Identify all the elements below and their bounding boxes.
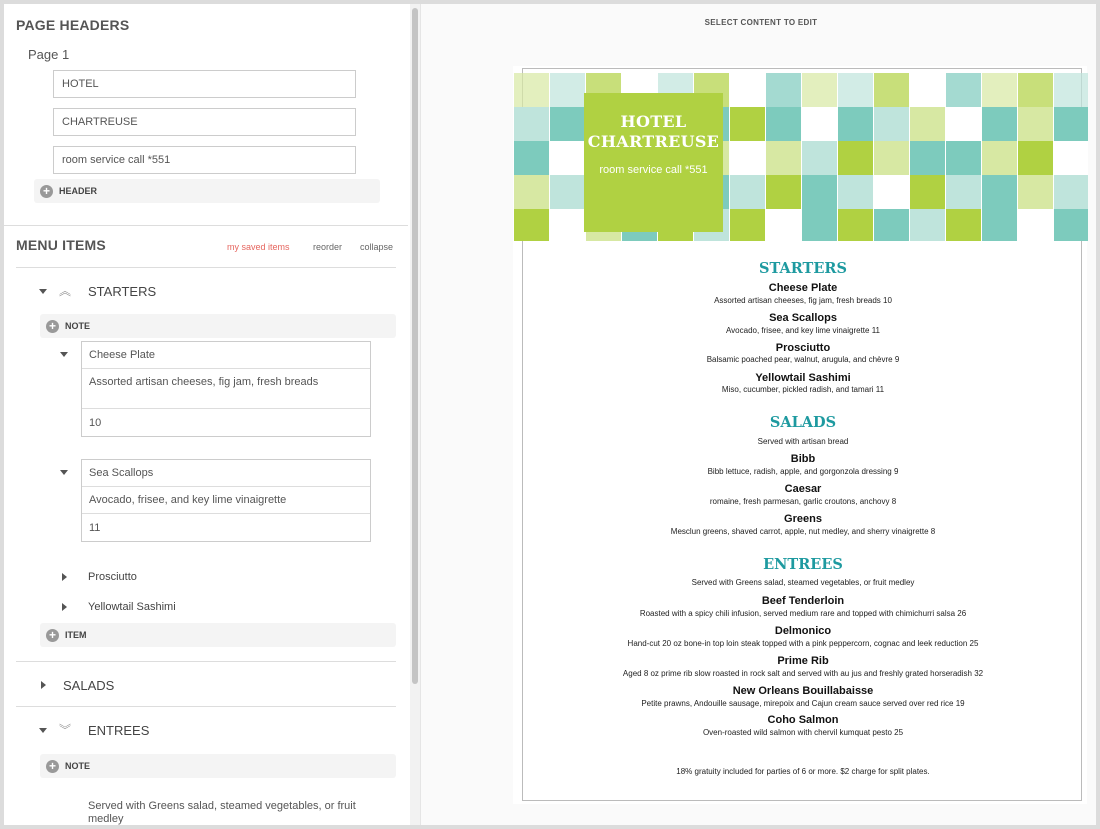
mosaic-tile — [802, 209, 837, 241]
mosaic-tile — [1018, 175, 1053, 210]
scrollbar-thumb[interactable] — [412, 8, 418, 684]
mosaic-tile — [1018, 209, 1053, 241]
plus-icon: + — [46, 760, 59, 773]
mosaic-tile — [514, 175, 549, 210]
menu-item-desc[interactable]: Hand-cut 20 oz bone-in top loin steak topped with a pink peppercorn, cognac and leek reduction 25 — [627, 639, 979, 648]
mosaic-tile — [838, 141, 873, 176]
menu-item-title[interactable]: Coho Salmon — [767, 714, 839, 726]
mosaic-tile — [1054, 209, 1088, 241]
menu-item-desc[interactable]: romaine, fresh parmesan, garlic croutons, anchovy 8 — [709, 497, 897, 506]
add-header-label: HEADER — [59, 186, 98, 196]
reorder-link[interactable]: reorder — [313, 242, 343, 252]
mosaic-tile — [1018, 141, 1053, 176]
hotel-name-line1: HOTEL — [620, 112, 687, 131]
header-field-2[interactable]: CHARTREUSE — [53, 108, 356, 136]
mosaic-tile — [946, 141, 981, 176]
mosaic-tile — [730, 73, 765, 108]
mosaic-tile — [874, 175, 909, 210]
mosaic-tile — [874, 209, 909, 241]
item-description-input[interactable]: Assorted artisan cheeses, fig jam, fresh breads — [82, 369, 370, 409]
mosaic-tile — [766, 107, 801, 142]
menu-item-title[interactable]: Greens — [784, 513, 822, 525]
menu-area — [513, 66, 1087, 804]
category-starters[interactable]: STARTERS — [88, 284, 157, 299]
category-entrees[interactable]: ENTREES — [88, 723, 150, 738]
mosaic-tile — [514, 209, 549, 241]
caret-right-icon[interactable] — [62, 573, 67, 581]
mosaic-tile — [766, 141, 801, 176]
menu-item-title[interactable]: Sea Scallops — [769, 312, 837, 324]
entrees-note-text[interactable]: Served with Greens salad, steamed vegetables, or fruit medley — [88, 800, 356, 825]
mosaic-tile — [1018, 107, 1053, 142]
add-note-button[interactable] — [40, 314, 396, 338]
caret-down-icon[interactable] — [60, 470, 68, 475]
menu-section-note[interactable]: Served with artisan bread — [757, 437, 849, 446]
mosaic-tile — [1054, 141, 1088, 176]
mosaic-tile — [1054, 175, 1088, 210]
header-field-1[interactable]: HOTEL — [53, 70, 356, 98]
mosaic-tile — [910, 73, 945, 108]
add-item-button[interactable] — [40, 623, 396, 647]
divider — [4, 225, 408, 226]
plus-icon: + — [40, 185, 53, 198]
menu-item-title[interactable]: Prosciutto — [775, 342, 831, 354]
divider — [16, 661, 396, 662]
menu-item-desc[interactable]: Miso, cucumber, pickled radish, and tamari 11 — [721, 385, 885, 394]
item-editor-sea-scallops — [81, 459, 371, 542]
page-headers-title: PAGE HEADERS — [16, 17, 130, 33]
menu-heading-starters[interactable]: STARTERS — [759, 260, 847, 277]
add-note-label: NOTE — [65, 321, 91, 331]
mosaic-tile — [838, 107, 873, 142]
menu-item-title[interactable]: Caesar — [784, 483, 822, 495]
add-header-button[interactable] — [34, 179, 380, 203]
mosaic-tile — [766, 73, 801, 108]
mosaic-tile — [874, 141, 909, 176]
menu-item-title[interactable]: New Orleans Bouillabaisse — [732, 685, 874, 697]
mosaic-tile — [910, 107, 945, 142]
menu-item-desc[interactable]: Mesclun greens, shaved carrot, apple, nut medley, and sherry vinaigrette 8 — [670, 527, 936, 536]
page-label: Page 1 — [28, 47, 70, 62]
plus-icon: + — [46, 629, 59, 642]
mosaic-tile — [550, 73, 585, 108]
mosaic-tile — [910, 141, 945, 176]
mosaic-tile — [910, 175, 945, 210]
item-price-input[interactable]: 10 — [89, 416, 102, 429]
mosaic-tile — [802, 73, 837, 108]
mosaic-tile — [838, 175, 873, 210]
mosaic-tile — [946, 209, 981, 241]
mosaic-tile — [1054, 73, 1088, 108]
mosaic-tile — [802, 141, 837, 176]
menu-heading-entrees[interactable]: ENTREES — [763, 556, 843, 573]
mosaic-tile — [766, 209, 801, 241]
select-content-label: SELECT CONTENT TO EDIT — [704, 18, 818, 27]
collapse-up-icon[interactable]: ︽ — [59, 284, 72, 298]
menu-item-title[interactable]: Cheese Plate — [768, 282, 838, 294]
mosaic-tile — [766, 175, 801, 210]
divider — [16, 267, 396, 268]
item-prosciutto[interactable]: Prosciutto — [88, 571, 137, 583]
item-price-input[interactable]: 11 — [89, 521, 101, 534]
mosaic-tile — [550, 107, 585, 142]
hotel-name-line2: CHARTREUSE — [587, 132, 720, 151]
mosaic-tile — [874, 107, 909, 142]
caret-down-icon[interactable] — [39, 289, 47, 294]
mosaic-tile — [874, 73, 909, 108]
menu-item-desc[interactable]: Assorted artisan cheeses, fig jam, fresh breads 10 — [714, 296, 892, 305]
menu-item-desc[interactable]: Avocado, frisee, and key lime vinaigrette 11 — [725, 326, 880, 335]
mosaic-tile — [514, 141, 549, 176]
scrollbar[interactable] — [410, 4, 420, 825]
mosaic-tile — [730, 209, 765, 241]
mosaic-tile — [802, 175, 837, 210]
caret-down-icon[interactable] — [39, 728, 47, 733]
menu-item-title[interactable]: Bibb — [790, 453, 816, 465]
mosaic-tile — [982, 73, 1017, 108]
preview-panel — [420, 4, 1100, 825]
mosaic-tile — [982, 175, 1017, 210]
mosaic-tile — [946, 107, 981, 142]
menu-item-desc[interactable]: Petite prawns, Andouille sausage, mirepoix and Cajun cream sauce served over red rice 19 — [641, 699, 965, 708]
mosaic-tile — [730, 175, 765, 210]
mosaic-tile — [550, 209, 585, 241]
editor-panel — [4, 4, 408, 825]
mosaic-tile — [730, 107, 765, 142]
item-description-input[interactable]: Avocado, frisee, and key lime vinaigrette — [82, 487, 370, 514]
mosaic-tile — [1054, 107, 1088, 142]
room-service-text: room service call *551 — [599, 164, 708, 176]
mosaic-tile — [550, 175, 585, 210]
item-yellowtail-sashimi[interactable]: Yellowtail Sashimi — [88, 601, 176, 613]
menu-item-desc[interactable]: Roasted with a spicy chili infusion, served medium rare and topped with chimichurri salsa 26 — [639, 609, 967, 618]
mosaic-tile — [802, 107, 837, 142]
menu-items-title: MENU ITEMS — [16, 237, 106, 253]
caret-right-icon[interactable] — [62, 603, 67, 611]
header-field-3[interactable]: room service call *551 — [53, 146, 356, 174]
menu-item-title[interactable]: Delmonico — [774, 625, 832, 637]
menu-page[interactable] — [522, 68, 1082, 801]
plus-icon: + — [46, 320, 59, 333]
collapse-link[interactable]: collapse — [360, 242, 394, 252]
menu-item-desc[interactable]: Oven-roasted wild salmon with chervil kumquat pesto 25 — [702, 728, 904, 737]
mosaic-tile — [982, 209, 1017, 241]
my-saved-items-link[interactable]: my saved items — [227, 242, 290, 252]
mosaic-tile — [838, 209, 873, 241]
menu-item-desc[interactable]: Balsamic poached pear, walnut, arugula, and chèvre 9 — [706, 355, 900, 364]
add-note-button[interactable] — [40, 754, 396, 778]
menu-footer[interactable]: 18% gratuity included for parties of 6 or more. $2 charge for split plates. — [676, 767, 930, 776]
menu-item-title[interactable]: Yellowtail Sashimi — [755, 372, 851, 384]
menu-item-desc[interactable]: Bibb lettuce, radish, apple, and gorgonzola dressing 9 — [707, 467, 899, 476]
mosaic-tile — [982, 107, 1017, 142]
mosaic-tile — [730, 141, 765, 176]
menu-item-title[interactable]: Beef Tenderloin — [761, 595, 845, 607]
caret-down-icon[interactable] — [60, 352, 68, 357]
add-item-label: ITEM — [65, 630, 87, 640]
mosaic-tile — [514, 73, 549, 108]
item-name-input[interactable]: Cheese Plate — [82, 342, 370, 369]
mosaic-tile — [550, 141, 585, 176]
hotel-title-block[interactable] — [584, 93, 723, 232]
mosaic-tile — [946, 73, 981, 108]
menu-item-title[interactable]: Prime Rib — [777, 655, 829, 667]
menu-heading-salads[interactable]: SALADS — [769, 414, 837, 431]
mosaic-tile — [946, 175, 981, 210]
divider — [16, 706, 396, 707]
expand-down-icon[interactable]: ︾ — [59, 723, 72, 737]
item-editor-cheese-plate — [81, 341, 371, 437]
menu-item-desc[interactable]: Aged 8 oz prime rib slow roasted in rock salt and served with au jus and freshly grated horseradish 32 — [622, 669, 984, 678]
add-note-label: NOTE — [65, 761, 91, 771]
menu-section-note[interactable]: Served with Greens salad, steamed vegetables, or fruit medley — [691, 578, 915, 587]
mosaic-tile — [1018, 73, 1053, 108]
item-name-input[interactable]: Sea Scallops — [82, 460, 370, 487]
mosaic-tile — [982, 141, 1017, 176]
mosaic-tile — [910, 209, 945, 241]
caret-right-icon[interactable] — [41, 681, 46, 689]
mosaic-tile — [514, 107, 549, 142]
category-salads[interactable]: SALADS — [63, 678, 115, 693]
mosaic-tile — [838, 73, 873, 108]
